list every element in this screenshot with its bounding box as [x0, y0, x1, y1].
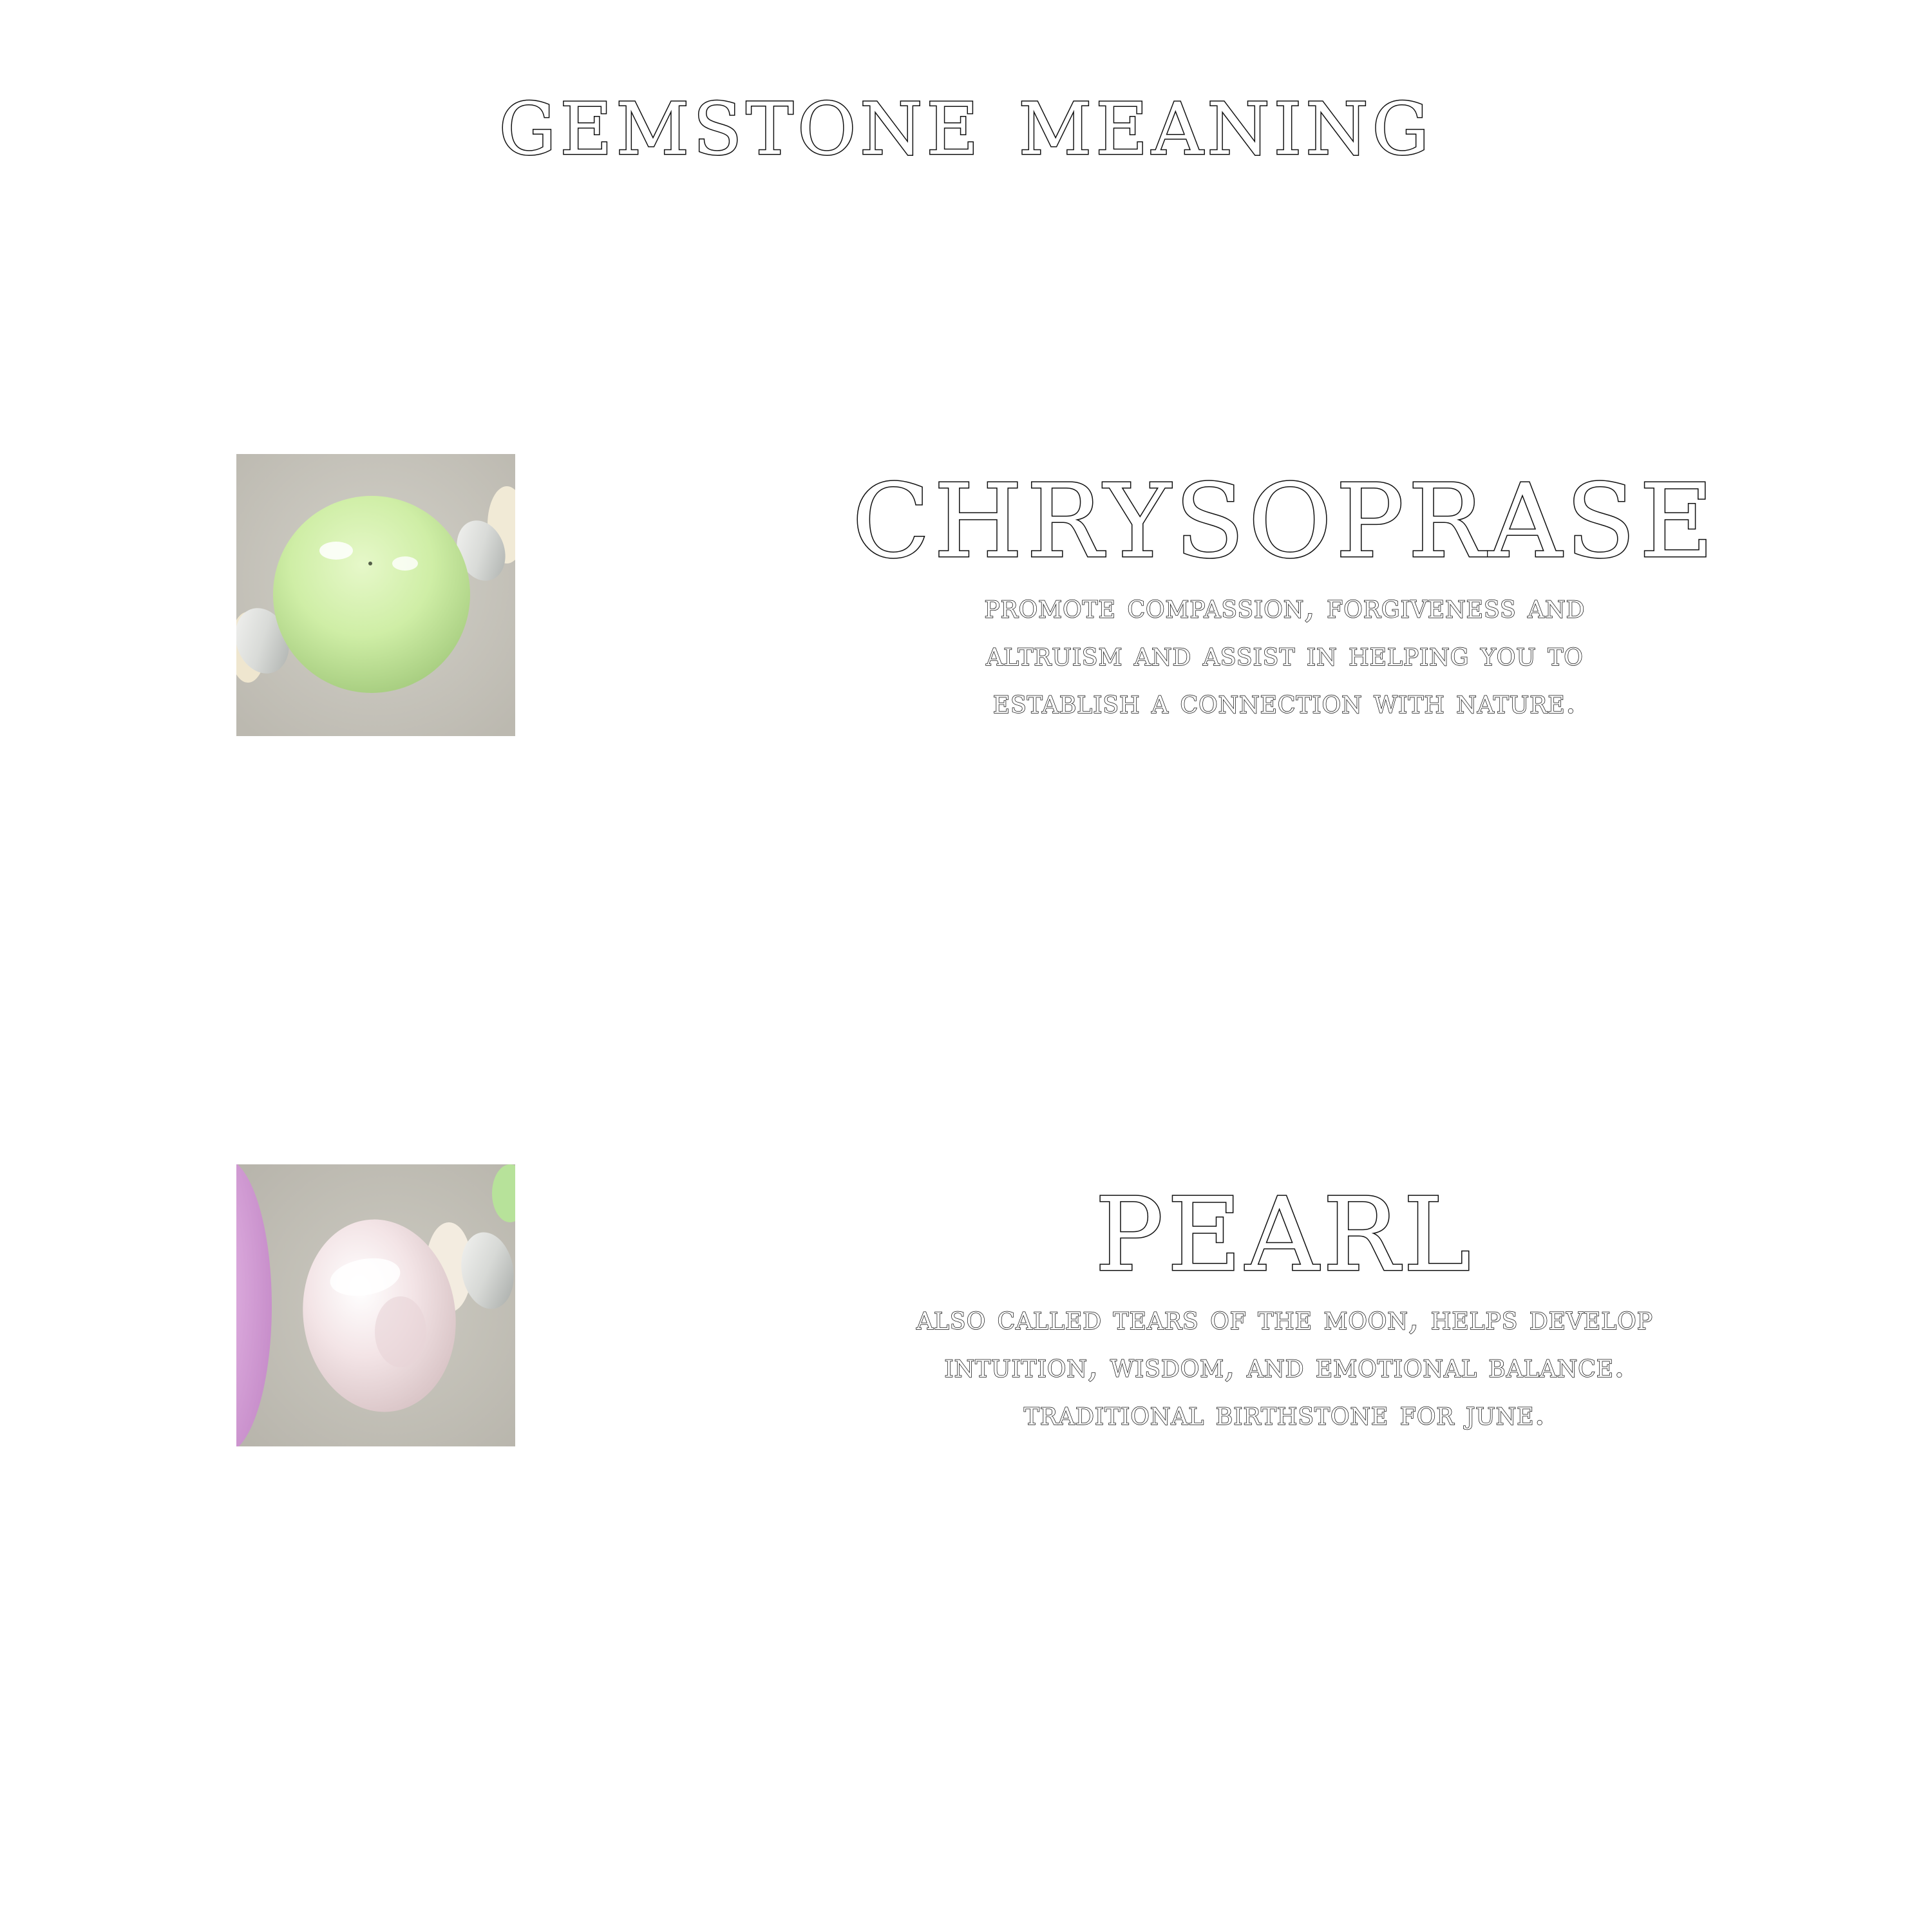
gem-section-chrysoprase: [0, 454, 1932, 737]
description-line: traditional birthstone for june.: [1023, 1394, 1546, 1433]
gem-section-pearl: [0, 1164, 1932, 1448]
pearl-bead-illustration: [236, 1164, 515, 1446]
page-title: gemstone meaning: [498, 60, 1434, 178]
description-line: also called tears of the moon, helps develop: [916, 1299, 1653, 1338]
description-line: establish a connection with nature.: [992, 683, 1577, 721]
gem-description: [657, 583, 1913, 726]
gem-name: PEARL: [1095, 1176, 1475, 1294]
gem-name: CHRYSOPRASE: [852, 462, 1718, 581]
description-line: altruism and assist in helping you to: [986, 635, 1584, 674]
chrysoprase-bead-illustration: [236, 454, 515, 736]
gem-description: [657, 1294, 1913, 1437]
chrysoprase-photo: [236, 454, 515, 736]
description-line: promote compassion, forgiveness and: [984, 587, 1586, 626]
description-line: intuition, wisdom, and emotional balance.: [944, 1347, 1625, 1385]
pearl-photo: [236, 1164, 515, 1446]
